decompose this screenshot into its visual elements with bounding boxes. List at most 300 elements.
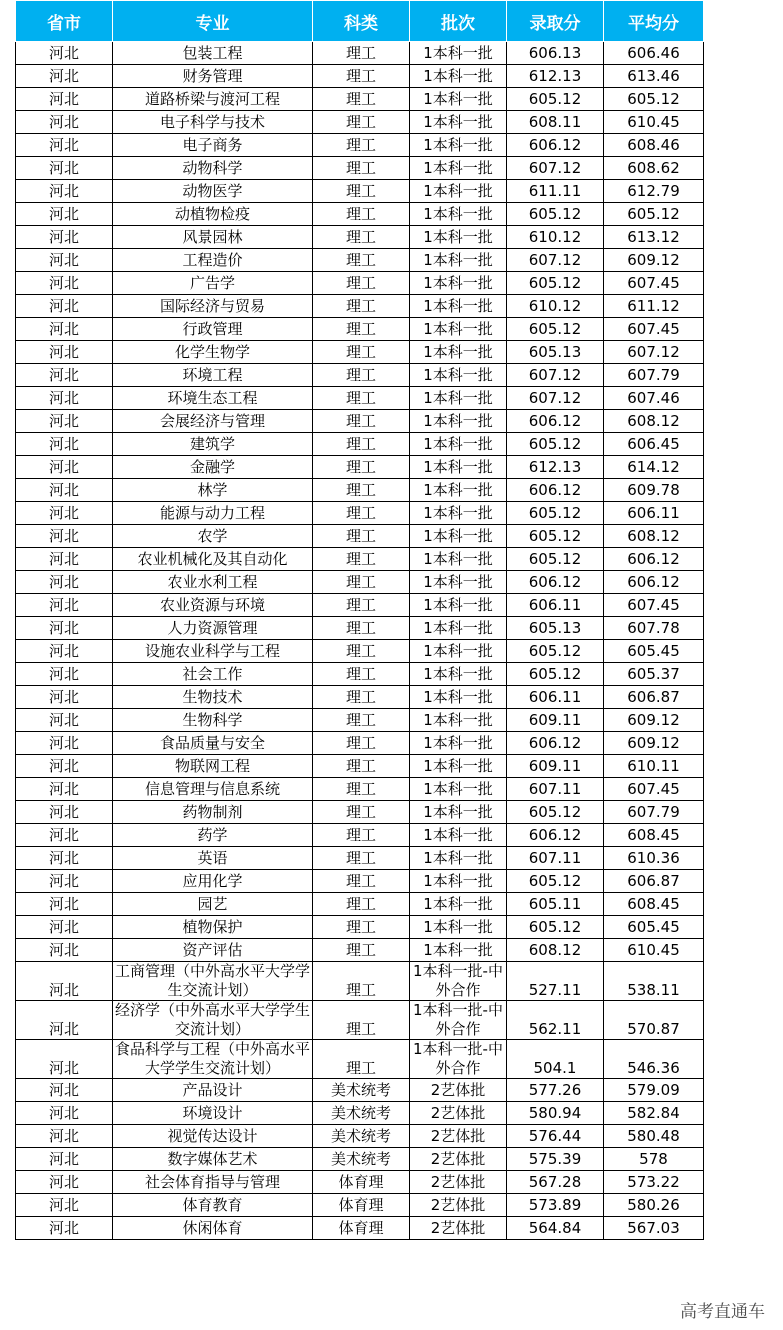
cell-province: 河北 <box>16 502 113 525</box>
cell-category: 体育理 <box>313 1217 410 1240</box>
table-row <box>16 180 704 203</box>
cell-batch: 1本科一批 <box>410 272 507 295</box>
cell-batch: 1本科一批 <box>410 916 507 939</box>
cell-major: 生物技术 <box>113 686 313 709</box>
cell-average-score: 608.45 <box>604 824 704 847</box>
cell-province: 河北 <box>16 709 113 732</box>
cell-category: 理工 <box>313 732 410 755</box>
cell-major: 建筑学 <box>113 433 313 456</box>
cell-province: 河北 <box>16 893 113 916</box>
cell-admission-score: 606.12 <box>507 732 604 755</box>
cell-major: 能源与动力工程 <box>113 502 313 525</box>
table-row <box>16 1171 704 1194</box>
header-major: 专业 <box>113 1 313 42</box>
cell-admission-score: 605.12 <box>507 870 604 893</box>
table-row <box>16 686 704 709</box>
cell-major: 植物保护 <box>113 916 313 939</box>
cell-category: 理工 <box>313 456 410 479</box>
cell-province: 河北 <box>16 686 113 709</box>
cell-average-score: 580.48 <box>604 1125 704 1148</box>
cell-province: 河北 <box>16 916 113 939</box>
table-row <box>16 387 704 410</box>
cell-major: 食品质量与安全 <box>113 732 313 755</box>
table-row <box>16 249 704 272</box>
cell-batch: 2艺体批 <box>410 1171 507 1194</box>
cell-average-score: 606.87 <box>604 870 704 893</box>
cell-admission-score: 576.44 <box>507 1125 604 1148</box>
cell-batch: 1本科一批 <box>410 594 507 617</box>
cell-province: 河北 <box>16 203 113 226</box>
table-row <box>16 847 704 870</box>
cell-province: 河北 <box>16 479 113 502</box>
table-row <box>16 1102 704 1125</box>
cell-province: 河北 <box>16 341 113 364</box>
cell-province: 河北 <box>16 318 113 341</box>
cell-average-score: 606.46 <box>604 42 704 65</box>
table-row <box>16 801 704 824</box>
cell-major: 行政管理 <box>113 318 313 341</box>
cell-admission-score: 605.12 <box>507 433 604 456</box>
cell-province: 河北 <box>16 801 113 824</box>
cell-province: 河北 <box>16 42 113 65</box>
cell-average-score: 608.12 <box>604 410 704 433</box>
cell-admission-score: 611.11 <box>507 180 604 203</box>
cell-category: 理工 <box>313 42 410 65</box>
cell-admission-score: 580.94 <box>507 1102 604 1125</box>
cell-category: 理工 <box>313 1001 410 1040</box>
cell-admission-score: 608.11 <box>507 111 604 134</box>
cell-category: 理工 <box>313 847 410 870</box>
cell-batch: 1本科一批 <box>410 65 507 88</box>
admission-scores-table <box>15 0 704 1240</box>
cell-major: 生物科学 <box>113 709 313 732</box>
cell-major: 环境工程 <box>113 364 313 387</box>
cell-batch: 1本科一批 <box>410 88 507 111</box>
cell-average-score: 607.79 <box>604 801 704 824</box>
cell-category: 体育理 <box>313 1171 410 1194</box>
cell-average-score: 614.12 <box>604 456 704 479</box>
cell-average-score: 609.12 <box>604 709 704 732</box>
table-row <box>16 548 704 571</box>
cell-admission-score: 605.13 <box>507 617 604 640</box>
cell-batch: 1本科一批 <box>410 778 507 801</box>
cell-major: 食品科学与工程（中外高水平大学学生交流计划） <box>113 1040 313 1079</box>
cell-average-score: 610.45 <box>604 111 704 134</box>
cell-category: 理工 <box>313 341 410 364</box>
cell-category: 美术统考 <box>313 1148 410 1171</box>
cell-batch: 1本科一批 <box>410 801 507 824</box>
cell-batch: 1本科一批 <box>410 433 507 456</box>
cell-category: 理工 <box>313 686 410 709</box>
cell-batch: 1本科一批 <box>410 456 507 479</box>
cell-category: 理工 <box>313 571 410 594</box>
cell-batch: 1本科一批 <box>410 525 507 548</box>
cell-major: 农学 <box>113 525 313 548</box>
cell-province: 河北 <box>16 88 113 111</box>
table-row <box>16 295 704 318</box>
cell-average-score: 570.87 <box>604 1001 704 1040</box>
cell-batch: 1本科一批 <box>410 364 507 387</box>
cell-major: 电子商务 <box>113 134 313 157</box>
table-row <box>16 571 704 594</box>
cell-major: 环境生态工程 <box>113 387 313 410</box>
table-row <box>16 870 704 893</box>
table-row <box>16 1125 704 1148</box>
cell-admission-score: 609.11 <box>507 709 604 732</box>
cell-province: 河北 <box>16 962 113 1001</box>
cell-major: 会展经济与管理 <box>113 410 313 433</box>
cell-batch: 1本科一批 <box>410 640 507 663</box>
cell-batch: 1本科一批 <box>410 548 507 571</box>
cell-average-score: 607.45 <box>604 318 704 341</box>
cell-admission-score: 609.11 <box>507 755 604 778</box>
cell-province: 河北 <box>16 525 113 548</box>
table-row <box>16 594 704 617</box>
cell-province: 河北 <box>16 111 113 134</box>
cell-batch: 1本科一批 <box>410 180 507 203</box>
cell-major: 电子科学与技术 <box>113 111 313 134</box>
table-row <box>16 88 704 111</box>
cell-category: 理工 <box>313 387 410 410</box>
cell-admission-score: 607.11 <box>507 778 604 801</box>
cell-batch: 1本科一批 <box>410 134 507 157</box>
cell-province: 河北 <box>16 847 113 870</box>
cell-category: 理工 <box>313 525 410 548</box>
cell-province: 河北 <box>16 180 113 203</box>
cell-average-score: 607.45 <box>604 778 704 801</box>
table-row <box>16 318 704 341</box>
cell-category: 理工 <box>313 755 410 778</box>
cell-average-score: 579.09 <box>604 1079 704 1102</box>
cell-category: 理工 <box>313 916 410 939</box>
cell-category: 理工 <box>313 88 410 111</box>
cell-major: 财务管理 <box>113 65 313 88</box>
cell-batch: 1本科一批 <box>410 318 507 341</box>
cell-category: 理工 <box>313 433 410 456</box>
cell-admission-score: 562.11 <box>507 1001 604 1040</box>
cell-category: 理工 <box>313 824 410 847</box>
cell-admission-score: 610.12 <box>507 226 604 249</box>
cell-admission-score: 607.12 <box>507 157 604 180</box>
cell-category: 理工 <box>313 203 410 226</box>
cell-major: 社会体育指导与管理 <box>113 1171 313 1194</box>
cell-admission-score: 606.11 <box>507 686 604 709</box>
table-row <box>16 525 704 548</box>
cell-category: 理工 <box>313 939 410 962</box>
cell-major: 数字媒体艺术 <box>113 1148 313 1171</box>
cell-batch: 2艺体批 <box>410 1102 507 1125</box>
watermark: 高考直通车 <box>680 1302 765 1322</box>
cell-category: 理工 <box>313 594 410 617</box>
cell-category: 理工 <box>313 801 410 824</box>
cell-province: 河北 <box>16 732 113 755</box>
table-row <box>16 709 704 732</box>
cell-average-score: 538.11 <box>604 962 704 1001</box>
cell-average-score: 606.87 <box>604 686 704 709</box>
cell-batch: 1本科一批 <box>410 847 507 870</box>
cell-category: 理工 <box>313 65 410 88</box>
cell-batch: 1本科一批 <box>410 571 507 594</box>
cell-admission-score: 605.11 <box>507 893 604 916</box>
cell-average-score: 612.79 <box>604 180 704 203</box>
cell-province: 河北 <box>16 134 113 157</box>
cell-admission-score: 612.13 <box>507 456 604 479</box>
cell-major: 农业水利工程 <box>113 571 313 594</box>
cell-batch: 1本科一批 <box>410 663 507 686</box>
table-row <box>16 1079 704 1102</box>
cell-batch: 1本科一批 <box>410 249 507 272</box>
cell-category: 理工 <box>313 295 410 318</box>
cell-admission-score: 607.12 <box>507 249 604 272</box>
table-row <box>16 203 704 226</box>
cell-batch: 1本科一批-中外合作 <box>410 1001 507 1040</box>
cell-major: 农业机械化及其自动化 <box>113 548 313 571</box>
cell-province: 河北 <box>16 387 113 410</box>
table-header <box>16 1 704 42</box>
cell-average-score: 580.26 <box>604 1194 704 1217</box>
cell-batch: 1本科一批 <box>410 479 507 502</box>
table-row <box>16 1217 704 1240</box>
cell-province: 河北 <box>16 640 113 663</box>
table-row <box>16 663 704 686</box>
table-row <box>16 893 704 916</box>
cell-average-score: 609.12 <box>604 249 704 272</box>
cell-average-score: 607.45 <box>604 272 704 295</box>
cell-batch: 1本科一批 <box>410 341 507 364</box>
table-row <box>16 42 704 65</box>
cell-average-score: 610.11 <box>604 755 704 778</box>
table-row <box>16 157 704 180</box>
cell-major: 林学 <box>113 479 313 502</box>
cell-category: 理工 <box>313 111 410 134</box>
cell-province: 河北 <box>16 157 113 180</box>
table-row <box>16 962 704 1001</box>
cell-average-score: 607.12 <box>604 341 704 364</box>
cell-admission-score: 608.12 <box>507 939 604 962</box>
cell-major: 工程造价 <box>113 249 313 272</box>
cell-average-score: 573.22 <box>604 1171 704 1194</box>
cell-average-score: 608.62 <box>604 157 704 180</box>
cell-admission-score: 606.12 <box>507 134 604 157</box>
cell-province: 河北 <box>16 870 113 893</box>
cell-average-score: 607.46 <box>604 387 704 410</box>
cell-batch: 1本科一批 <box>410 157 507 180</box>
cell-province: 河北 <box>16 1102 113 1125</box>
cell-batch: 1本科一批 <box>410 295 507 318</box>
cell-major: 资产评估 <box>113 939 313 962</box>
header-category: 科类 <box>313 1 410 42</box>
cell-category: 理工 <box>313 410 410 433</box>
cell-batch: 1本科一批 <box>410 203 507 226</box>
cell-major: 药学 <box>113 824 313 847</box>
cell-admission-score: 605.12 <box>507 203 604 226</box>
header-average-score: 平均分 <box>604 1 704 42</box>
cell-batch: 1本科一批-中外合作 <box>410 1040 507 1079</box>
cell-admission-score: 607.12 <box>507 364 604 387</box>
cell-average-score: 605.45 <box>604 640 704 663</box>
table-row <box>16 824 704 847</box>
cell-province: 河北 <box>16 410 113 433</box>
cell-category: 理工 <box>313 134 410 157</box>
cell-batch: 1本科一批 <box>410 755 507 778</box>
cell-category: 理工 <box>313 157 410 180</box>
cell-category: 理工 <box>313 502 410 525</box>
table-row <box>16 272 704 295</box>
cell-category: 理工 <box>313 709 410 732</box>
cell-category: 理工 <box>313 617 410 640</box>
cell-admission-score: 573.89 <box>507 1194 604 1217</box>
cell-admission-score: 575.39 <box>507 1148 604 1171</box>
cell-category: 美术统考 <box>313 1079 410 1102</box>
cell-province: 河北 <box>16 548 113 571</box>
cell-batch: 2艺体批 <box>410 1125 507 1148</box>
cell-category: 理工 <box>313 479 410 502</box>
cell-admission-score: 607.12 <box>507 387 604 410</box>
cell-average-score: 607.78 <box>604 617 704 640</box>
cell-major: 体育教育 <box>113 1194 313 1217</box>
cell-admission-score: 607.11 <box>507 847 604 870</box>
cell-category: 理工 <box>313 180 410 203</box>
cell-major: 金融学 <box>113 456 313 479</box>
cell-batch: 2艺体批 <box>410 1148 507 1171</box>
cell-province: 河北 <box>16 1171 113 1194</box>
cell-province: 河北 <box>16 1148 113 1171</box>
cell-average-score: 606.12 <box>604 548 704 571</box>
cell-category: 理工 <box>313 778 410 801</box>
cell-province: 河北 <box>16 295 113 318</box>
cell-major: 休闲体育 <box>113 1217 313 1240</box>
cell-major: 道路桥梁与渡河工程 <box>113 88 313 111</box>
cell-province: 河北 <box>16 249 113 272</box>
cell-category: 理工 <box>313 663 410 686</box>
cell-admission-score: 605.12 <box>507 502 604 525</box>
cell-batch: 1本科一批 <box>410 939 507 962</box>
table-row <box>16 1040 704 1079</box>
cell-batch: 2艺体批 <box>410 1217 507 1240</box>
cell-average-score: 605.37 <box>604 663 704 686</box>
cell-admission-score: 605.12 <box>507 663 604 686</box>
cell-category: 美术统考 <box>313 1125 410 1148</box>
cell-major: 工商管理（中外高水平大学学生交流计划） <box>113 962 313 1001</box>
cell-admission-score: 606.11 <box>507 594 604 617</box>
cell-average-score: 613.46 <box>604 65 704 88</box>
table-row <box>16 410 704 433</box>
cell-admission-score: 527.11 <box>507 962 604 1001</box>
cell-average-score: 610.45 <box>604 939 704 962</box>
cell-province: 河北 <box>16 364 113 387</box>
cell-province: 河北 <box>16 778 113 801</box>
cell-average-score: 605.12 <box>604 88 704 111</box>
cell-major: 应用化学 <box>113 870 313 893</box>
table-row <box>16 755 704 778</box>
table-row <box>16 364 704 387</box>
cell-average-score: 608.12 <box>604 525 704 548</box>
cell-category: 体育理 <box>313 1194 410 1217</box>
cell-category: 理工 <box>313 640 410 663</box>
cell-admission-score: 577.26 <box>507 1079 604 1102</box>
cell-average-score: 609.78 <box>604 479 704 502</box>
cell-major: 信息管理与信息系统 <box>113 778 313 801</box>
table-row <box>16 226 704 249</box>
cell-province: 河北 <box>16 1079 113 1102</box>
cell-major: 环境设计 <box>113 1102 313 1125</box>
header-admission-score: 录取分 <box>507 1 604 42</box>
cell-admission-score: 605.12 <box>507 88 604 111</box>
cell-batch: 1本科一批 <box>410 387 507 410</box>
cell-province: 河北 <box>16 939 113 962</box>
cell-batch: 1本科一批 <box>410 410 507 433</box>
cell-average-score: 606.11 <box>604 502 704 525</box>
cell-major: 英语 <box>113 847 313 870</box>
cell-province: 河北 <box>16 65 113 88</box>
table-row <box>16 640 704 663</box>
cell-province: 河北 <box>16 663 113 686</box>
cell-average-score: 606.12 <box>604 571 704 594</box>
cell-average-score: 613.12 <box>604 226 704 249</box>
cell-major: 设施农业科学与工程 <box>113 640 313 663</box>
cell-province: 河北 <box>16 272 113 295</box>
cell-admission-score: 606.12 <box>507 824 604 847</box>
cell-category: 理工 <box>313 962 410 1001</box>
cell-admission-score: 567.28 <box>507 1171 604 1194</box>
table-row <box>16 939 704 962</box>
cell-batch: 2艺体批 <box>410 1079 507 1102</box>
cell-admission-score: 605.12 <box>507 318 604 341</box>
cell-major: 动物科学 <box>113 157 313 180</box>
table-row <box>16 617 704 640</box>
cell-average-score: 605.12 <box>604 203 704 226</box>
cell-average-score: 610.36 <box>604 847 704 870</box>
cell-average-score: 567.03 <box>604 1217 704 1240</box>
cell-major: 社会工作 <box>113 663 313 686</box>
cell-average-score: 608.46 <box>604 134 704 157</box>
cell-province: 河北 <box>16 571 113 594</box>
cell-province: 河北 <box>16 1194 113 1217</box>
table-row <box>16 456 704 479</box>
table-row <box>16 479 704 502</box>
cell-batch: 1本科一批 <box>410 226 507 249</box>
cell-average-score: 578 <box>604 1148 704 1171</box>
cell-province: 河北 <box>16 617 113 640</box>
cell-province: 河北 <box>16 824 113 847</box>
cell-major: 广告学 <box>113 272 313 295</box>
cell-province: 河北 <box>16 755 113 778</box>
cell-major: 园艺 <box>113 893 313 916</box>
cell-province: 河北 <box>16 1125 113 1148</box>
cell-average-score: 608.45 <box>604 893 704 916</box>
cell-batch: 1本科一批 <box>410 870 507 893</box>
table-row <box>16 1194 704 1217</box>
cell-batch: 1本科一批 <box>410 42 507 65</box>
table-row <box>16 111 704 134</box>
cell-province: 河北 <box>16 594 113 617</box>
cell-admission-score: 605.12 <box>507 916 604 939</box>
cell-average-score: 546.36 <box>604 1040 704 1079</box>
cell-batch: 1本科一批 <box>410 824 507 847</box>
cell-admission-score: 606.13 <box>507 42 604 65</box>
cell-admission-score: 605.12 <box>507 801 604 824</box>
cell-admission-score: 606.12 <box>507 479 604 502</box>
table-row <box>16 502 704 525</box>
cell-batch: 1本科一批-中外合作 <box>410 962 507 1001</box>
cell-major: 包装工程 <box>113 42 313 65</box>
cell-batch: 1本科一批 <box>410 111 507 134</box>
table-row <box>16 1001 704 1040</box>
cell-major: 风景园林 <box>113 226 313 249</box>
cell-batch: 1本科一批 <box>410 893 507 916</box>
cell-category: 美术统考 <box>313 1102 410 1125</box>
cell-major: 经济学（中外高水平大学学生交流计划） <box>113 1001 313 1040</box>
